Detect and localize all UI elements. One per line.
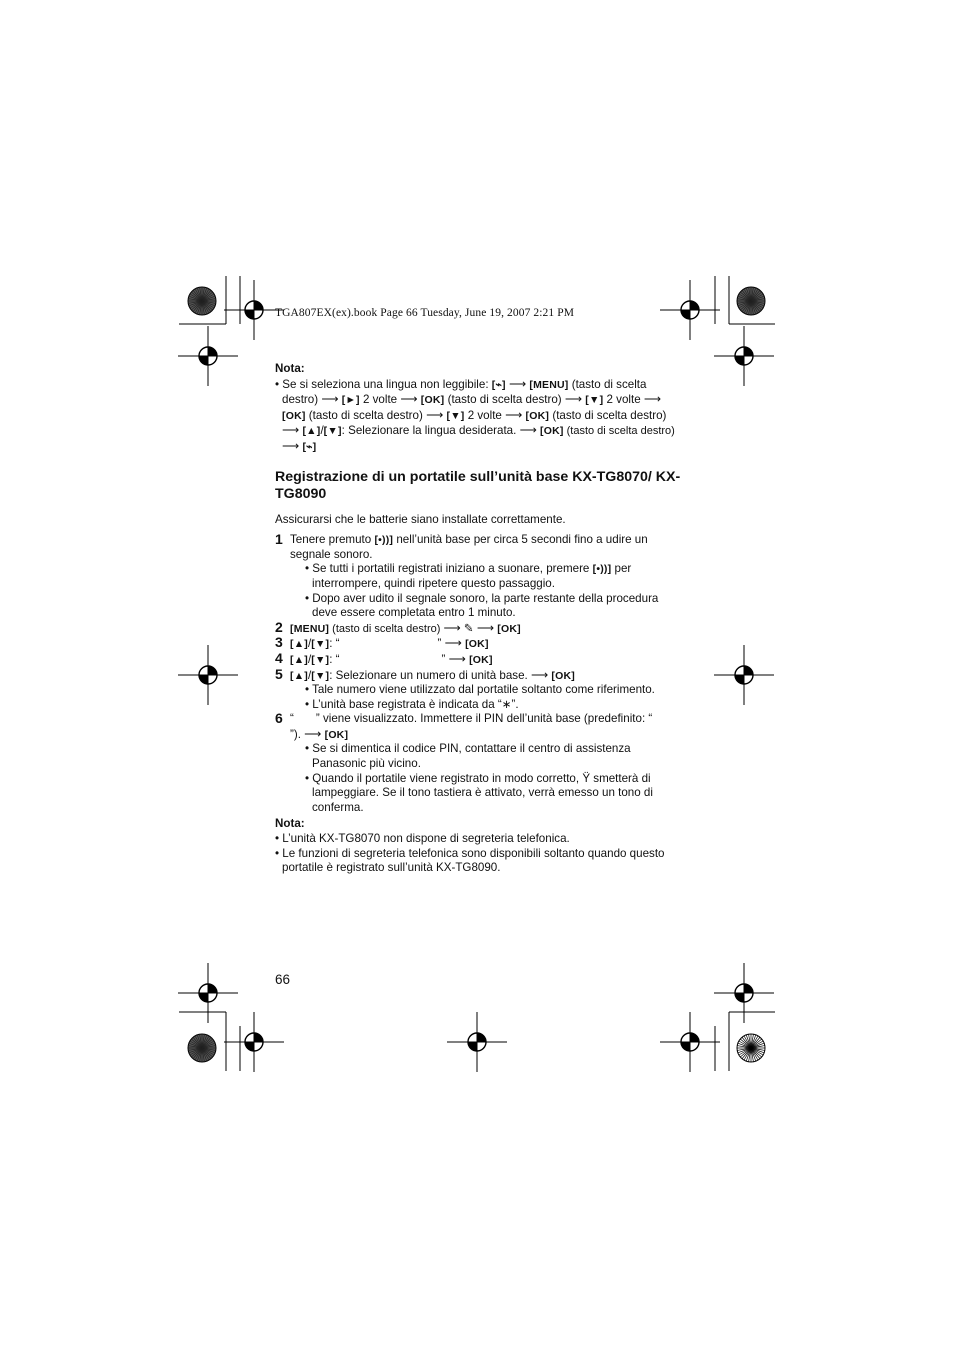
step-5-bullet-2: • L’unità base registrata è indicata da “∗”. <box>305 697 519 711</box>
registration-mark-quadrant <box>681 310 690 319</box>
registration-mark-quadrant <box>254 1033 263 1042</box>
page-number: 66 <box>275 972 291 987</box>
nota-title-1: Nota: <box>275 362 305 375</box>
registration-mark-quadrant <box>744 984 753 993</box>
down-key-icon: ▼ <box>589 394 600 407</box>
registration-mark-quadrant <box>208 984 217 993</box>
registration-mark-quadrant <box>735 356 744 365</box>
section-heading: Registrazione di un portatile sull’unità base KX-TG8070/ KX-TG8090 <box>275 468 681 503</box>
page-content <box>275 362 685 876</box>
nota-title-2: Nota: <box>275 817 305 831</box>
registration-mark-quadrant <box>208 347 217 356</box>
nota-bullet-1: • Se si seleziona una lingua non leggibile: [⌁] ⟶ [MENU] (tasto di scelta destro) ⟶ [►] 2 volte ⟶ [OK] (tasto di scelta destro) ⟶ [▼] 2 volte ⟶ [OK] (tasto di scelta destro) ⟶ [▼] 2 volte ⟶ [OK] (tasto di scelta destro) ⟶ [▲]/[▼]: Selezionare la lingua desiderata. ⟶ [OK] (tasto di scelta destro) ⟶ [⌁] <box>275 376 675 453</box>
registration-mark-quadrant <box>735 675 744 684</box>
off-key-icon: ⌁ <box>495 378 502 391</box>
step-6-bullet-2: • Quando il portatile viene registrato in modo corretto, Ÿ smetterà di lampeggiare. Se il tono tastiera è attivato, verrà emesso un tono di conferma. <box>305 771 653 814</box>
step-3: 3 [▲]/[▼]: “ ” ⟶ [OK] <box>275 634 489 651</box>
registration-mark-quadrant <box>245 1042 254 1051</box>
step-6-bullet-1: • Se si dimentica il codice PIN, contattare il centro di assistenza Panasonic più vicino. <box>305 742 631 771</box>
registration-mark-quadrant <box>681 1042 690 1051</box>
registration-mark-quadrant <box>199 675 208 684</box>
registration-mark-quadrant <box>199 356 208 365</box>
registration-mark-quadrant <box>690 301 699 310</box>
registration-mark-quadrant <box>735 993 744 1002</box>
up-key-icon: ▲ <box>306 425 317 438</box>
registration-mark-quadrant <box>468 1042 477 1051</box>
step-1: 1 Tenere premuto [•))] nell’unità base per circa 5 secondi fino a udire un segnale sonoro. • Se tutti i portatili registrati iniziano a suonare, premere [•))] per interrompere, quindi ripetere questo passaggio. • Dopo aver udito il segnale sonoro, la parte restante della procedura deve essere completata entro 1 minuto. <box>275 533 685 621</box>
registration-mark-quadrant <box>744 666 753 675</box>
step-4: 4 [▲]/[▼]: “ ” ⟶ [OK] <box>275 649 493 666</box>
step-1-bullet-1: • Se tutti i portatili registrati iniziano a suonare, premere [•))] per interrompere, quindi ripetere questo passaggio. <box>305 562 632 590</box>
registration-mark-quadrant <box>477 1033 486 1042</box>
step-5: 5 [▲]/[▼]: Selezionare un numero di unità base. ⟶ [OK] • Tale numero viene utilizzato dal portatile soltanto come riferimento. • L’unità base registrata è indicata da “∗”. <box>275 668 685 713</box>
registration-mark-quadrant <box>254 301 263 310</box>
right-key-icon: ► <box>345 394 357 407</box>
registration-mark-quadrant <box>199 993 208 1002</box>
registration-mark-quadrant <box>744 347 753 356</box>
nota2-bullet-2: • Le funzioni di segreteria telefonica sono disponibili soltanto quando questo portatile è registrato sull’unità KX-TG8090. <box>275 846 665 875</box>
nota2-bullet-1: • L’unità KX-TG8070 non dispone di segreteria telefonica. <box>275 832 570 846</box>
step-1-bullet-2: • Dopo aver udito il segnale sonoro, la parte restante della procedura deve essere completata entro 1 minuto. <box>305 591 659 620</box>
registration-mark-quadrant <box>245 310 254 319</box>
registration-mark-quadrant <box>208 666 217 675</box>
step-6: 6 “ ” viene visualizzato. Immettere il PIN dell’unità base (predefinito: “”). ⟶ [OK] • Se si dimentica il codice PIN, contattare il centro di assistenza Panasonic più vicino. • Quando il portatile viene registrato in modo corretto, Ÿ smetterà di lampeggiare. Se il tono tastiera è attivato, verrà emesso un tono di conferma. <box>275 712 685 815</box>
locator-key-icon: •)) <box>378 534 390 547</box>
registration-mark-quadrant <box>690 1033 699 1042</box>
intro-text: Assicurarsi che le batterie siano installate correttamente. <box>275 512 566 526</box>
step-5-bullet-1: • Tale numero viene utilizzato dal portatile soltanto come riferimento. <box>305 683 655 697</box>
setup-icon: ✎ <box>463 621 474 635</box>
antenna-icon: Ÿ <box>582 771 591 785</box>
print-header-line: TGA807EX(ex).book Page 66 Tuesday, June 19, 2007 2:21 PM <box>275 307 575 319</box>
step-2: 2 [MENU] (tasto di scelta destro) ⟶ ✎ ⟶ [OK] <box>275 618 521 635</box>
